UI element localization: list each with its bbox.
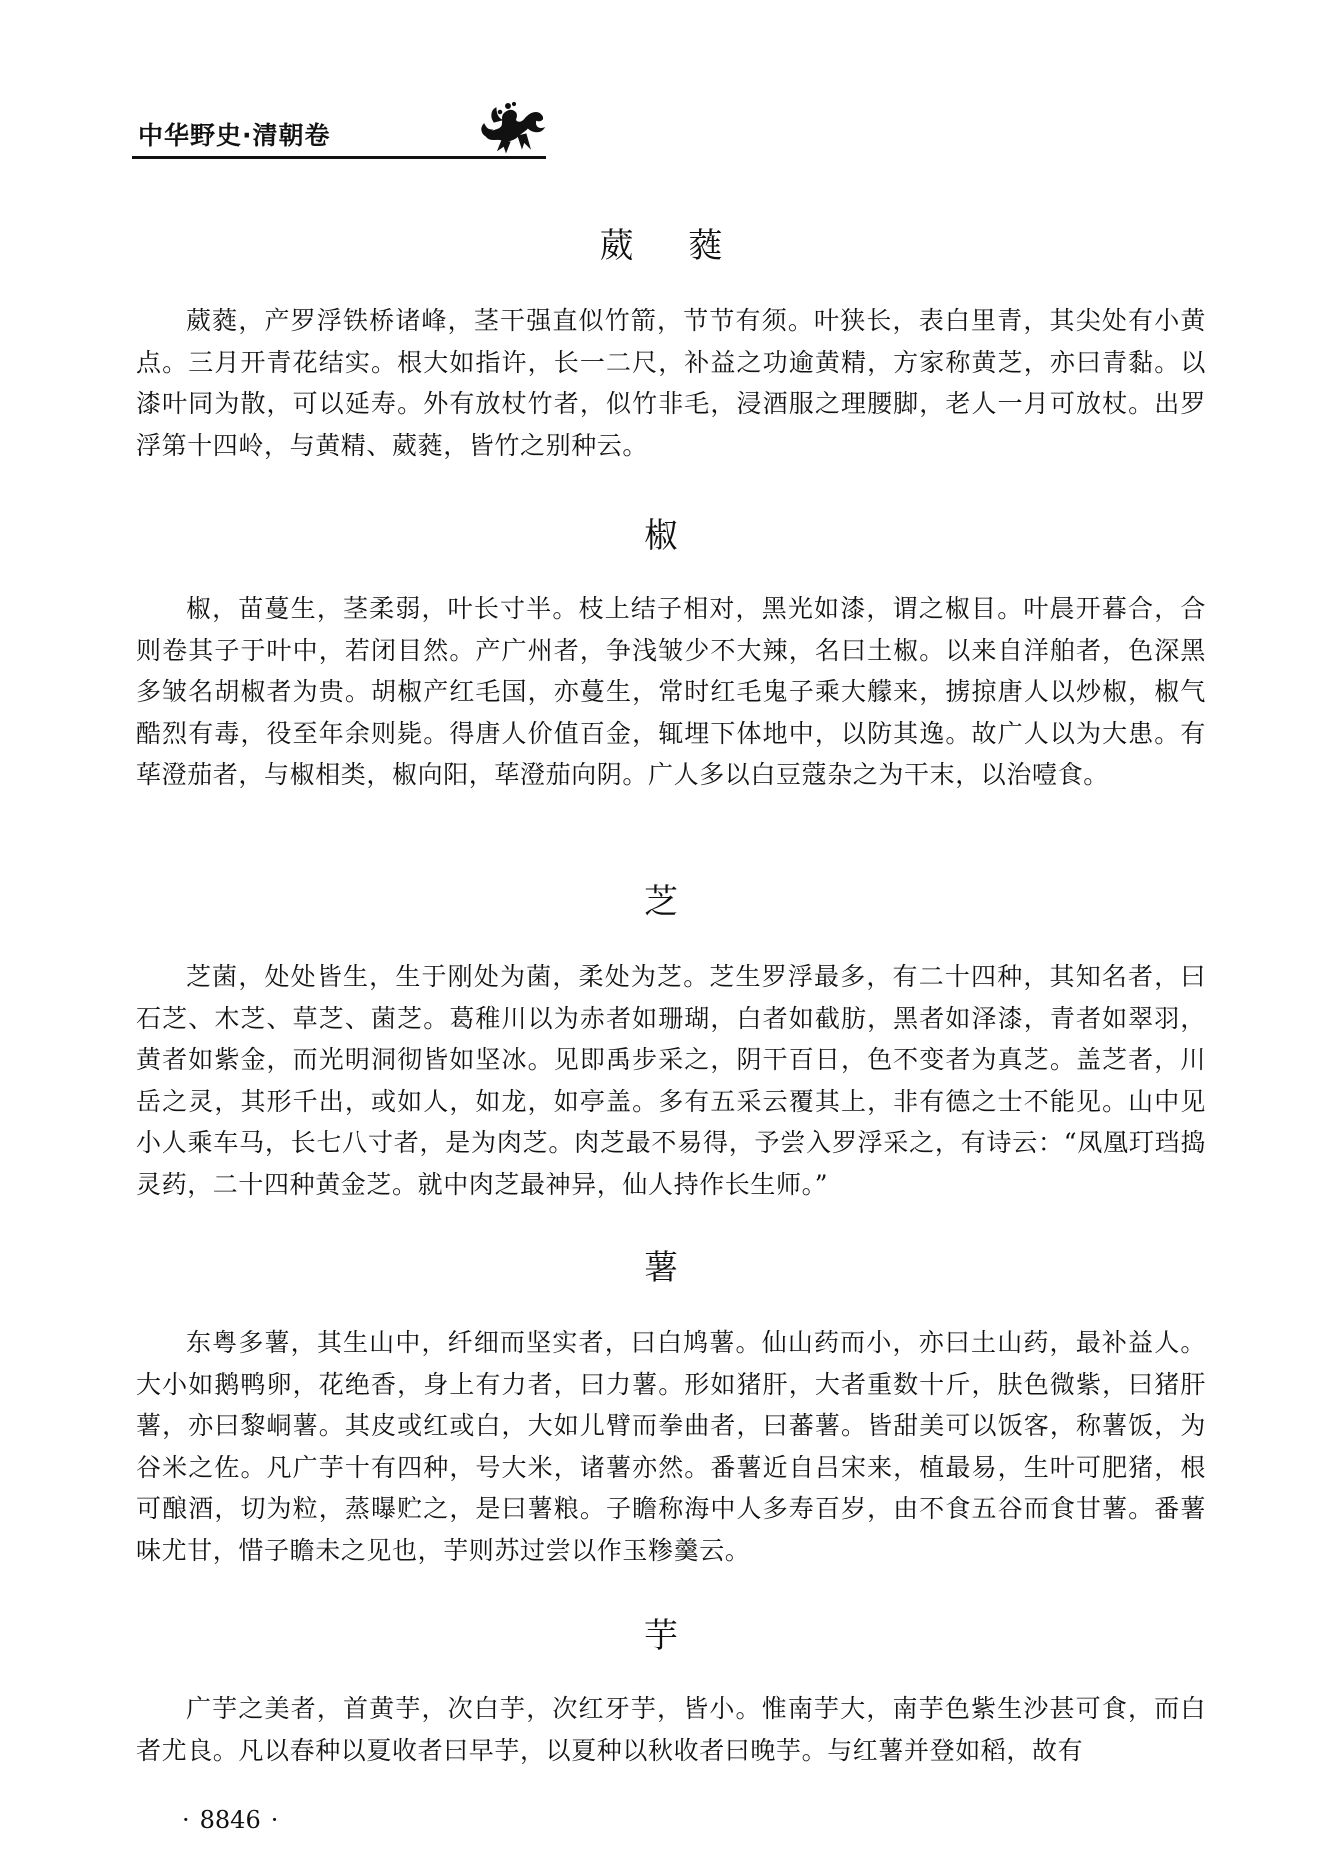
page-number — [172, 1806, 288, 1834]
dragon-emblem-icon — [478, 98, 550, 158]
page-number-value: 8846 — [199, 1806, 261, 1834]
page-header — [132, 108, 546, 160]
section-title-shu: 薯 — [644, 1248, 700, 1288]
section-title-jiao: 椒 — [644, 516, 700, 556]
section-body-yu: 广芋之美者，首黄芋，次白芋，次红牙芋，皆小。惟南芋大，南芋色紫生沙甚可食，而白者尤良。凡以春种以夏收者曰早芋，以夏种以秋收者曰晚芋。与红薯并登如稻，故有 — [136, 1694, 1206, 1765]
section-title-yu: 芋 — [644, 1616, 700, 1656]
header-rule — [132, 156, 546, 159]
section-body-weirui: 葳蕤，产罗浮铁桥诸峰，茎干强直似竹箭，节节有须。叶狭长，表白里青，其尖处有小黄点。三月开青花结实。根大如指许，长一二尺，补益之功逾黄精，方家称黄芝，亦曰青黏。以漆叶同为散，可以延寿。外有放杖竹者，似竹非毛，浸酒服之理腰脚，老人一月可放杖。出罗浮第十四岭，与黄精、葳蕤，皆竹之别种云。 — [136, 306, 1206, 460]
section-title-zhi: 芝 — [644, 882, 700, 922]
page-number-dot-left: · — [182, 1806, 190, 1834]
section-body-jiao: 椒，苗蔓生，茎柔弱，叶长寸半。枝上结子相对，黑光如漆，谓之椒目。叶晨开暮合，合则卷其子于叶中，若闭目然。产广州者，争浅皱少不大辣，名曰土椒。以来自洋舶者，色深黑多皱名胡椒者为贵。胡椒产红毛国，亦蔓生，常时红毛鬼子乘大艨来，掳掠唐人以炒椒，椒气酷烈有毒，役至年余则毙。得唐人价值百金，辄埋下体地中，以防其逸。故广人以为大患。有荜澄茄者，与椒相类，椒向阳，荜澄茄向阴。广人多以白豆蔻杂之为干末，以治噎食。 — [136, 594, 1206, 789]
section-body-zhi: 芝菌，处处皆生，生于刚处为菌，柔处为芝。芝生罗浮最多，有二十四种，其知名者，曰石芝、木芝、草芝、菌芝。葛稚川以为赤者如珊瑚，白者如截肪，黑者如泽漆，青者如翠羽，黄者如紫金，而光明洞彻皆如坚冰。见即禹步采之，阴干百日，色不变者为真芝。盖芝者，川岳之灵，其形千出，或如人，如龙，如亭盖。多有五采云覆其上，非有德之士不能见。山中见小人乘车马，长七八寸者，是为肉芝。肉芝最不易得，予尝入罗浮采之，有诗云：“凤凰玎珰捣灵药，二十四种黄金芝。就中肉芝最神异，仙人持作长生师。” — [136, 962, 1206, 1199]
section-body-shu: 东粤多薯，其生山中，纤细而坚实者，曰白鸠薯。仙山药而小，亦曰土山药，最补益人。大小如鹅鸭卵，花绝香，身上有力者，曰力薯。形如猪肝，大者重数十斤，肤色微紫，曰猪肝薯，亦曰黎峒薯。其皮或红或白，大如儿臂而拳曲者，曰蕃薯。皆甜美可以饭客，称薯饭，为谷米之佐。凡广芋十有四种，号大米，诸薯亦然。番薯近自吕宋来，植最易，生叶可肥猪，根可酿酒，切为粒，蒸曝贮之，是曰薯粮。子瞻称海中人多寿百岁，由不食五谷而食甘薯。番薯味尤甘，惜子瞻未之见也，芋则苏过尝以作玉糁羹云。 — [136, 1328, 1206, 1565]
book-title: 中华野史·清朝卷 — [138, 121, 331, 150]
page-number-dot-right: · — [270, 1806, 279, 1834]
section-title-weirui: 葳 蕤 — [599, 226, 745, 266]
